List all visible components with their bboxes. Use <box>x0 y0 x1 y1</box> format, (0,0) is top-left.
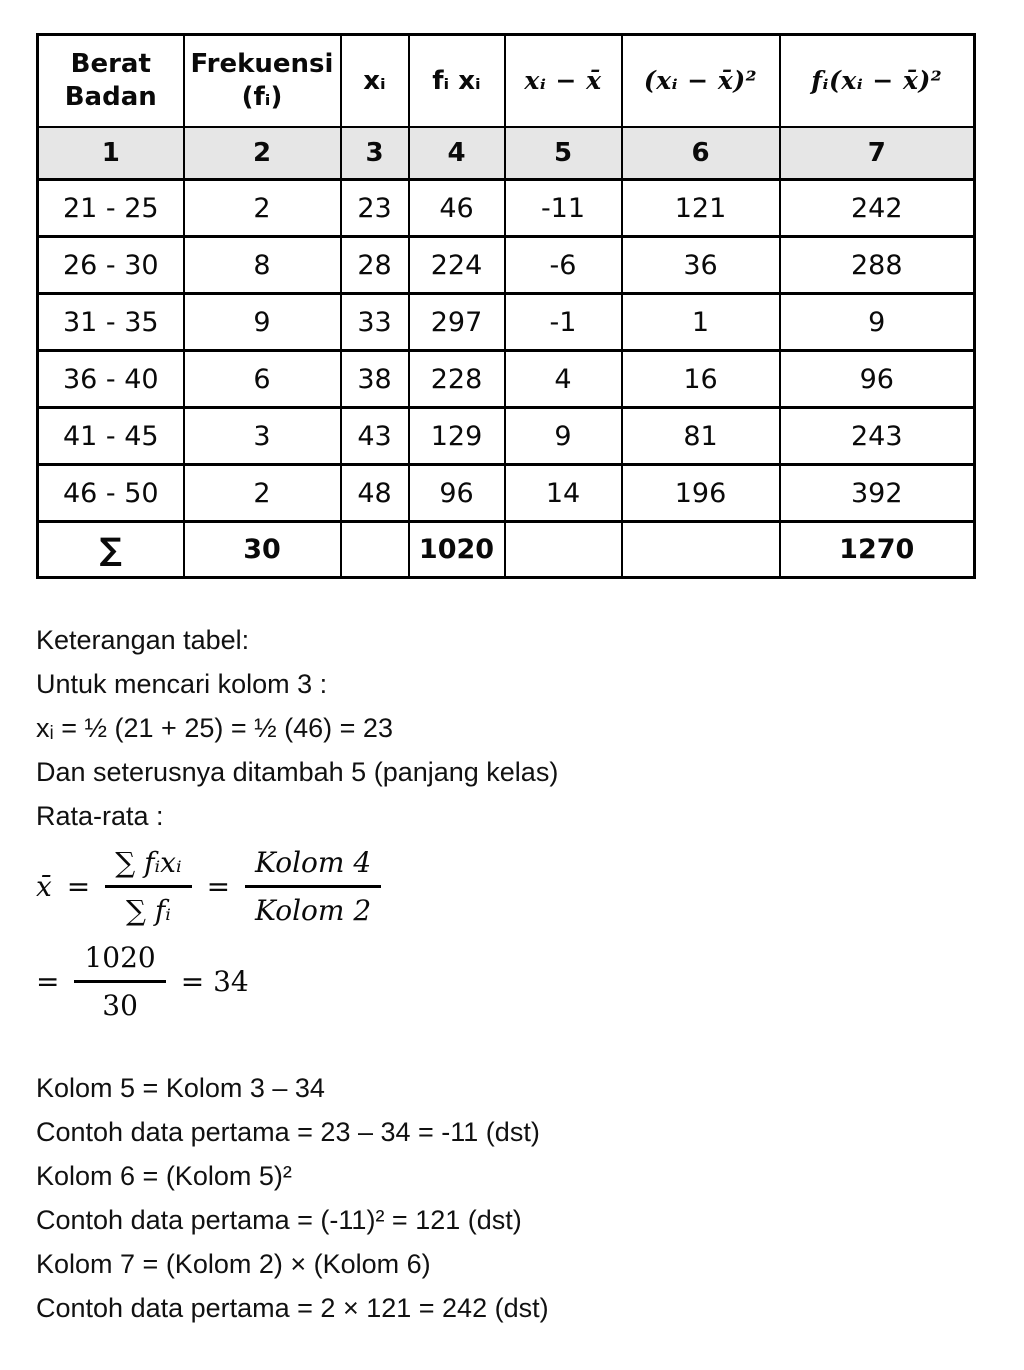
column-number-row <box>38 127 975 180</box>
notes-line: Dan seterusnya ditambah 5 (panjang kelas) <box>36 757 559 787</box>
column-header-xi: xᵢ <box>341 35 409 127</box>
column-explanation-section <box>36 1074 1024 1322</box>
fraction-denominator: Kolom 2 <box>255 894 372 927</box>
table-row <box>38 351 975 408</box>
explanation-kolom6: Kolom 6 = (Kolom 5)² <box>36 1161 292 1191</box>
column-number: 3 <box>341 127 409 180</box>
table-cell: 4 <box>505 351 622 408</box>
table-cell: 21 - 25 <box>38 180 184 237</box>
column-number: 6 <box>622 127 780 180</box>
table-cell: 8 <box>184 237 341 294</box>
table-cell: 297 <box>409 294 505 351</box>
equals-sign: = <box>206 870 231 903</box>
table-cell: 31 - 35 <box>38 294 184 351</box>
table-cell: 26 - 30 <box>38 237 184 294</box>
table-cell: 2 <box>184 180 341 237</box>
table-cell: 81 <box>622 408 780 465</box>
sum-fi-deviation-squared: 1270 <box>780 522 975 578</box>
column-header-deviation-squared: (xᵢ − x̄)² <box>622 35 780 127</box>
explanation-kolom5-example: Contoh data pertama = 23 – 34 = -11 (dst) <box>36 1117 540 1147</box>
table-row <box>38 408 975 465</box>
table-cell: 9 <box>184 294 341 351</box>
explanation-kolom5: Kolom 5 = Kolom 3 – 34 <box>36 1073 325 1103</box>
column-number: 7 <box>780 127 975 180</box>
table-cell: 28 <box>341 237 409 294</box>
table-cell: 228 <box>409 351 505 408</box>
table-cell: 9 <box>780 294 975 351</box>
mean-formula <box>36 846 1024 1022</box>
table-cell: 392 <box>780 465 975 522</box>
table-cell: 38 <box>341 351 409 408</box>
column-number: 1 <box>38 127 184 180</box>
table-cell: 48 <box>341 465 409 522</box>
sum-empty-cell <box>341 522 409 578</box>
column-number: 2 <box>184 127 341 180</box>
notes-title: Keterangan tabel: <box>36 625 250 655</box>
fraction-numerator: Kolom 4 <box>245 846 381 888</box>
column-header-fi-deviation-squared: fᵢ(xᵢ − x̄)² <box>780 35 975 127</box>
table-notes-section <box>36 626 1024 830</box>
table-row <box>38 237 975 294</box>
column-header-frekuensi: Frekuensi (fᵢ) <box>184 35 341 127</box>
table-cell: 243 <box>780 408 975 465</box>
equals-sign: = <box>36 965 60 998</box>
table-cell: 43 <box>341 408 409 465</box>
notes-line: Untuk mencari kolom 3 : <box>36 669 328 699</box>
table-cell: 33 <box>341 294 409 351</box>
column-number: 5 <box>505 127 622 180</box>
equals-sign: = <box>66 870 91 903</box>
table-cell: 36 <box>622 237 780 294</box>
table-cell: 196 <box>622 465 780 522</box>
table-cell: 96 <box>780 351 975 408</box>
fraction-1020-over-30 <box>74 941 165 1022</box>
column-number: 4 <box>409 127 505 180</box>
explanation-kolom7: Kolom 7 = (Kolom 2) × (Kolom 6) <box>36 1249 431 1279</box>
xbar-symbol: x̄ <box>36 870 52 903</box>
column-header-deviation: xᵢ − x̄ <box>505 35 622 127</box>
table-row <box>38 465 975 522</box>
table-cell: -6 <box>505 237 622 294</box>
sum-frequency: 30 <box>184 522 341 578</box>
explanation-kolom7-example: Contoh data pertama = 2 × 121 = 242 (dst) <box>36 1293 549 1323</box>
fraction-denominator: ∑ fᵢ <box>125 894 171 927</box>
table-row <box>38 294 975 351</box>
table-cell: 23 <box>341 180 409 237</box>
table-cell: 288 <box>780 237 975 294</box>
sum-symbol: ∑ <box>38 522 184 578</box>
notes-line-midpoint-example: xᵢ = ½ (21 + 25) = ½ (46) = 23 <box>36 713 393 743</box>
frequency-table <box>36 33 976 579</box>
table-cell: 121 <box>622 180 780 237</box>
fraction-numerator: ∑ fᵢxᵢ <box>105 846 191 888</box>
column-header-fixi: fᵢ xᵢ <box>409 35 505 127</box>
fraction-sigma-fixi-over-sigma-fi <box>105 846 191 927</box>
column-header-berat-badan: Berat Badan <box>38 35 184 127</box>
explanation-kolom6-example: Contoh data pertama = (-11)² = 121 (dst) <box>36 1205 522 1235</box>
table-cell: 129 <box>409 408 505 465</box>
notes-line-mean-label: Rata-rata : <box>36 801 164 831</box>
table-cell: 6 <box>184 351 341 408</box>
table-cell: 1 <box>622 294 780 351</box>
table-cell: 2 <box>184 465 341 522</box>
table-cell: 16 <box>622 351 780 408</box>
table-cell: 3 <box>184 408 341 465</box>
table-cell: 9 <box>505 408 622 465</box>
formula-result: = 34 <box>180 965 249 998</box>
table-row <box>38 180 975 237</box>
table-cell: 41 - 45 <box>38 408 184 465</box>
table-cell: 36 - 40 <box>38 351 184 408</box>
table-cell: 14 <box>505 465 622 522</box>
table-cell: -11 <box>505 180 622 237</box>
sum-fixi: 1020 <box>409 522 505 578</box>
fraction-numerator: 1020 <box>74 941 165 983</box>
table-cell: 46 - 50 <box>38 465 184 522</box>
mean-formula-line-1 <box>36 846 1024 927</box>
table-cell: 242 <box>780 180 975 237</box>
sum-empty-cell <box>622 522 780 578</box>
sum-empty-cell <box>505 522 622 578</box>
table-cell: 46 <box>409 180 505 237</box>
table-cell: -1 <box>505 294 622 351</box>
table-header-row <box>38 35 975 127</box>
table-cell: 96 <box>409 465 505 522</box>
mean-formula-line-2 <box>36 941 1024 1022</box>
table-sum-row <box>38 522 975 578</box>
fraction-denominator: 30 <box>102 989 138 1022</box>
fraction-kolom4-over-kolom2 <box>245 846 381 927</box>
table-cell: 224 <box>409 237 505 294</box>
